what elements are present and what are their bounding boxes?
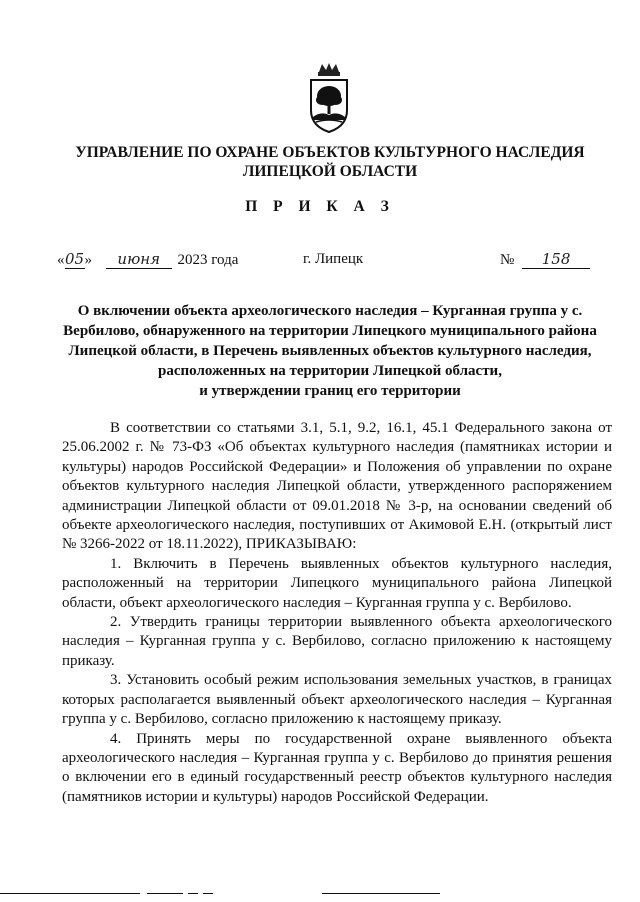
document-type: П Р И К А З bbox=[245, 198, 395, 215]
number-value: 158 bbox=[522, 250, 590, 269]
footer-rule bbox=[147, 893, 183, 894]
lipetsk-coat-of-arms-icon bbox=[305, 62, 353, 134]
number-label: № bbox=[500, 252, 515, 268]
organization-name-line2: ЛИПЕЦКОЙ ОБЛАСТИ bbox=[242, 163, 418, 180]
subject-line5: и утверждении границ его территории bbox=[199, 383, 461, 399]
date-quote-close: » bbox=[84, 252, 92, 268]
order-item-3: 3. Установить особый режим использования земельных участков, в границах которых располагается выявленный объект археологического наследия – Курганная группа у с. Вербилово, согласно приложению к настоящему приказу. bbox=[62, 672, 612, 728]
footer-rule bbox=[0, 893, 140, 894]
preamble-paragraph: В соответствии со статьями 3.1, 5.1, 9.2, 16.1, 45.1 Федерального закона от 25.06.2002 г. № 73-ФЗ «Об объектах культурного наследия (памятниках истории и культуры) народов Российской Федерации» и Положения об управлении по охране объектов культурного наследия Липецкой области, утвержденного распоряжением администрации Липецкой области от 09.01.2018 № 3-р, на основании сведений об объекте археологического наследия, поступивших от Акимовой Е.Н. (открытый лист № 3266-2022 от 18.11.2022), ПРИКАЗЫВАЮ: bbox=[62, 420, 612, 553]
order-body bbox=[62, 419, 612, 807]
footer-rule bbox=[203, 893, 213, 894]
organization-name bbox=[40, 143, 620, 181]
order-subject bbox=[50, 301, 610, 401]
order-item-1: 1. Включить в Перечень выявленных объектов культурного наследия, расположенный на территории Липецкого муниципального района Липецкой области, объект археологического наследия – Курганная группа у с. Вербилово. bbox=[62, 555, 612, 611]
subject-line3: Липецкой области, в Перечень выявленных объектов культурного наследия, bbox=[68, 343, 592, 359]
date-year: 2023 года bbox=[177, 252, 239, 268]
footer-rule bbox=[322, 893, 440, 894]
date-quote-open: « bbox=[57, 252, 65, 268]
date-month: июня bbox=[106, 250, 172, 269]
subject-line2: Вербилово, обнаруженного на территории Липецкого муниципального района bbox=[63, 323, 597, 339]
subject-line1: О включении объекта археологического наследия – Курганная группа у с. bbox=[77, 303, 583, 319]
document-number bbox=[500, 250, 590, 269]
date-day: 05 bbox=[64, 250, 85, 268]
document-city: г. Липецк bbox=[303, 251, 364, 267]
document-date bbox=[57, 250, 238, 269]
footer-rule bbox=[188, 893, 198, 894]
order-item-2: 2. Утвердить границы территории выявленного объекта археологического наследия – Курганная группа у с. Вербилово, согласно приложению к настоящему приказу. bbox=[62, 614, 612, 669]
order-item-4: 4. Принять меры по государственной охране выявленного объекта археологического наследия – Курганная группа у с. Вербилово до принятия решения о включении его в единый государственный реестр объектов культурного наследия (памятников истории и культуры) народов Российской Федерации. bbox=[62, 730, 612, 805]
organization-name-line1: УПРАВЛЕНИЕ ПО ОХРАНЕ ОБЪЕКТОВ КУЛЬТУРНОГО НАСЛЕДИЯ bbox=[75, 144, 585, 161]
subject-line4: расположенных на территории Липецкой области, bbox=[158, 363, 502, 379]
